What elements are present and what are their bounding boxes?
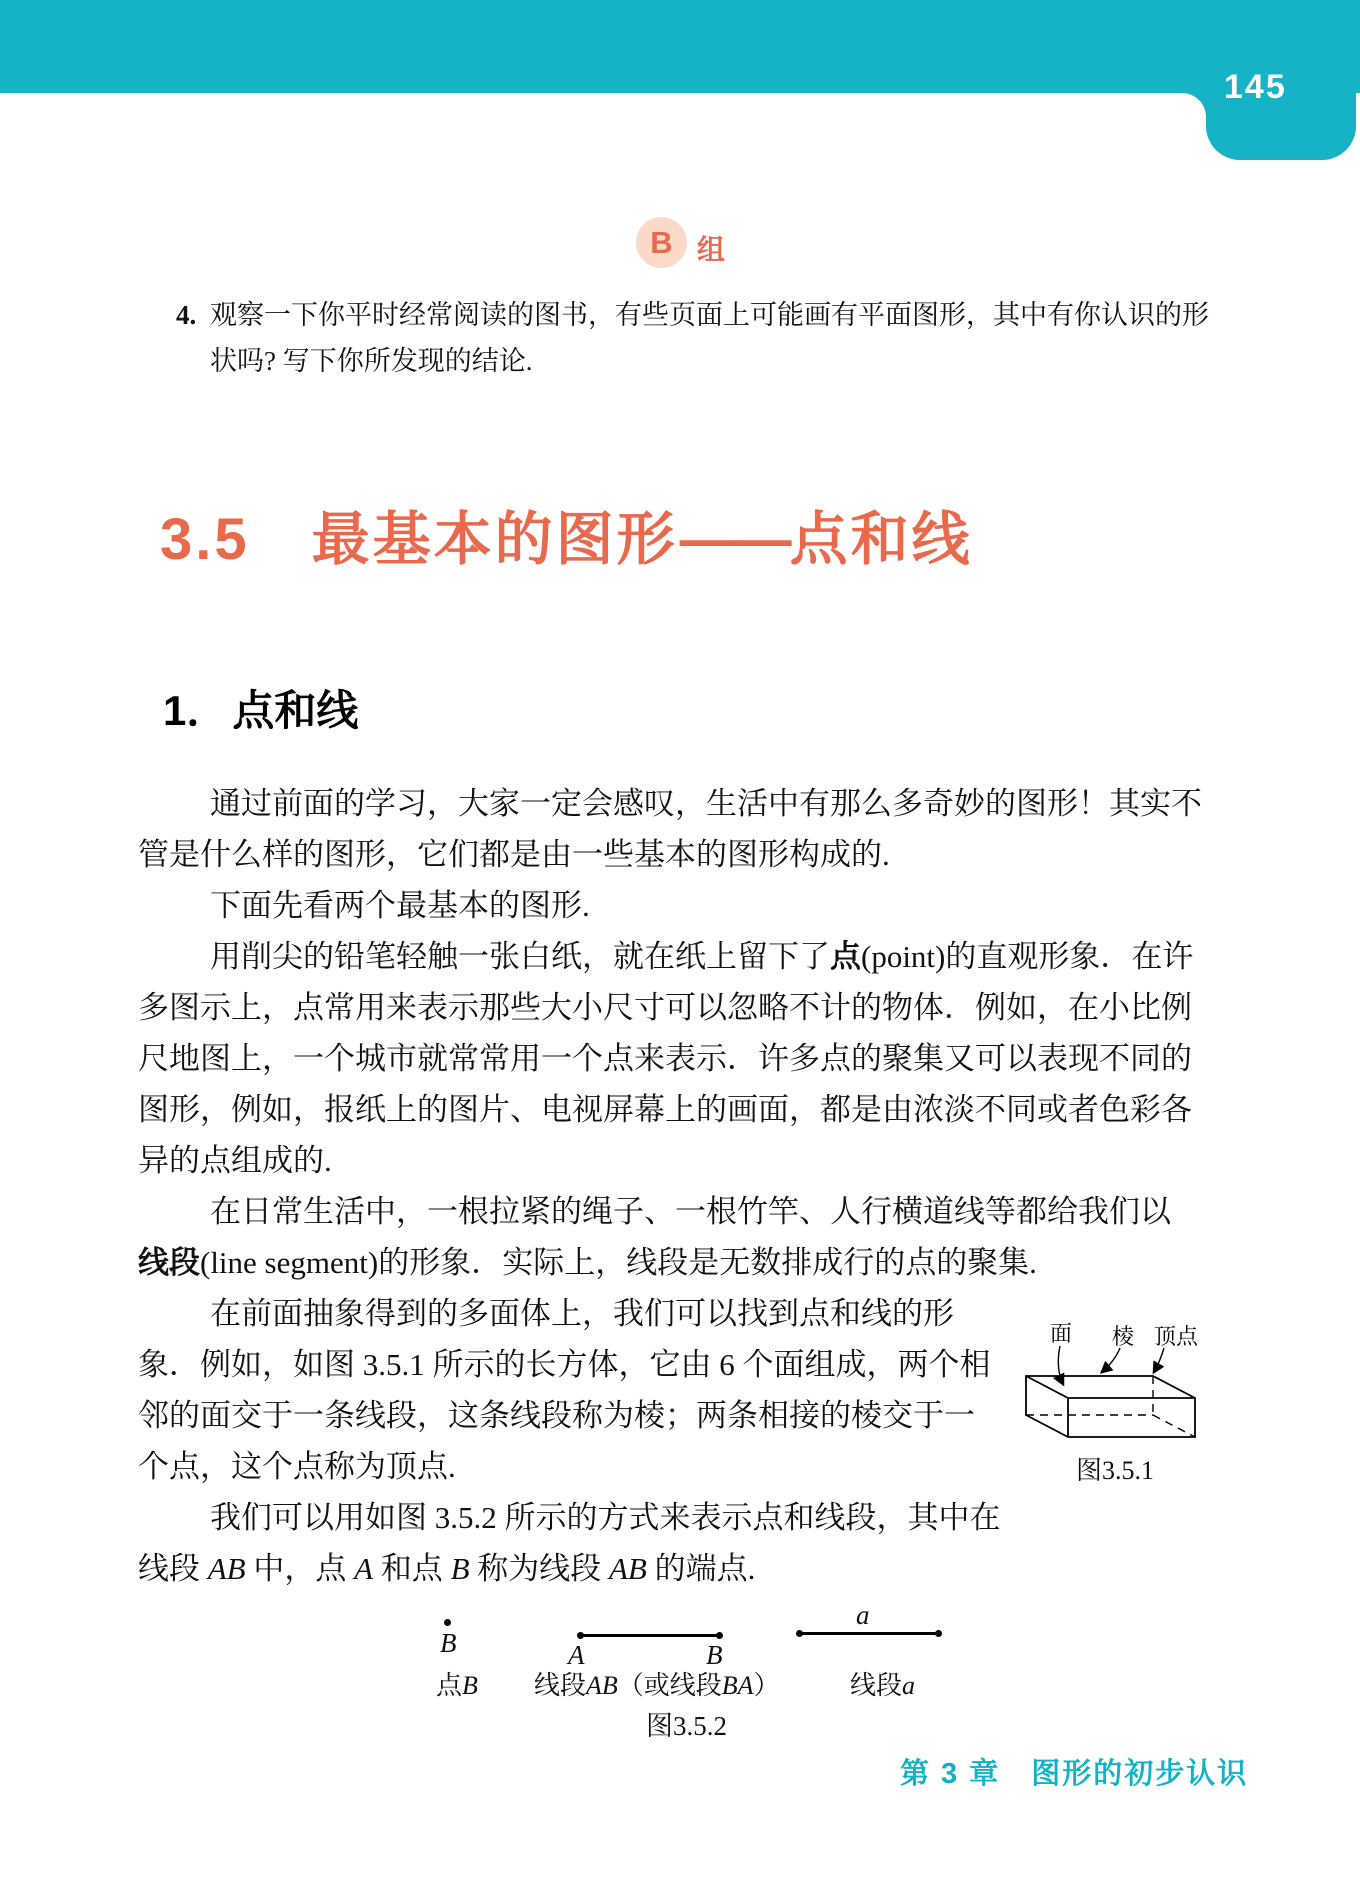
exercise-text: 观察一下你平时经常阅读的图书，有些页面上可能画有平面图形，其中有你认识的形 状吗? 写下你所发现的结论. [210,300,1209,376]
subsection-heading [163,678,358,738]
paragraph-4: 在日常生活中，一根拉紧的绳子、一根竹竿、人行横道线等都给我们以 线段(line segment)的形象．实际上，线段是无数排成行的点的聚集. [138,1194,1171,1280]
label-vertex: 顶点 [1154,1324,1199,1349]
paragraph-5: 在前面抽象得到的多面体上，我们可以找到点和线的形 象．例如，如图 3.5.1 所示的长方体，它由 6 个面组成，两个相 邻的面交于一条线段，这条线段称为棱；两条相接的棱交于一 个点，这个点称为顶点. [138,1296,991,1484]
group-b-letter: B [650,224,673,260]
cuboid-solid-edges [1026,1376,1195,1437]
segment-a-dot-right [935,1630,942,1637]
paragraph-3: 用削尖的铅笔轻触一张白纸，就在纸上留下了点(point)的直观形象．在许 多图示上，点常用来表示那些大小尺寸可以忽略不计的物体．例如，在小比例 尺地图上，一个城市就常常用一个点来表示．许多点的聚集又可以表现不同的 图形，例如，报纸上的图片、电视屏幕上的画面，都是由浓淡不同或者色彩各 异的点组成的. [138,939,1194,1178]
chapter-footer: 第 3 章 图形的初步认识 [900,1758,1249,1790]
segment-a-caption: 线段a [850,1671,916,1700]
paragraph-1: 通过前面的学习，大家一定会感叹，生活中有那么多奇妙的图形！其实不 管是什么样的图形，它们都是由一些基本的图形构成的. [138,786,1202,872]
edge-arrow [1102,1348,1120,1372]
label-face: 面 [1050,1321,1073,1346]
figure-3-5-2-caption: 图3.5.2 [646,1711,727,1741]
page-number: 145 [1224,68,1287,106]
segment-a-dot-left [796,1630,803,1637]
header-bar [0,0,1360,93]
subsection-title: 点和线 [232,687,359,734]
point-b-var: B [440,1628,457,1658]
exercise-item-4 [138,292,1228,384]
section-title-left: 最基本的图形 [311,507,678,572]
point-b-caption: 点B [436,1671,478,1700]
subsection-number: 1． [163,687,229,734]
face-arrow [1058,1346,1063,1384]
paragraph-2: 下面先看两个最基本的图形. [210,888,590,923]
label-edge: 棱 [1112,1324,1135,1349]
point-b-dot [444,1619,451,1626]
segment-ab-dot-b [716,1632,723,1639]
section-heading [160,492,1220,576]
section-title-right: 点和线 [789,507,973,572]
segment-ab-line [580,1634,720,1637]
vertex-arrow [1154,1348,1164,1372]
segment-a-line [799,1632,939,1635]
segment-ab-dot-a [577,1632,584,1639]
segment-ab-caption: 线段AB（或线段BA） [534,1671,780,1700]
section-number: 3.5 [160,507,250,572]
tab-fillet [1182,93,1206,117]
paragraph-6: 我们可以用如图 3.5.2 所示的方式来表示点和线段，其中在 线段 AB 中，点 A 和点 B 称为线段 AB 的端点. [138,1500,1001,1586]
group-b-label: 组 [697,234,726,265]
figure-3-5-1-cuboid [1016,1312,1216,1452]
segment-ab-var-a: A [568,1640,585,1670]
figure-3-5-1-caption: 图3.5.1 [1076,1456,1155,1485]
section-title-dash: —— [679,507,788,572]
body-text [138,778,1228,1594]
group-b-badge [636,217,687,268]
segment-ab-var-b: B [706,1640,723,1670]
exercise-number: 4. [176,300,197,330]
segment-a-var: a [856,1600,870,1630]
